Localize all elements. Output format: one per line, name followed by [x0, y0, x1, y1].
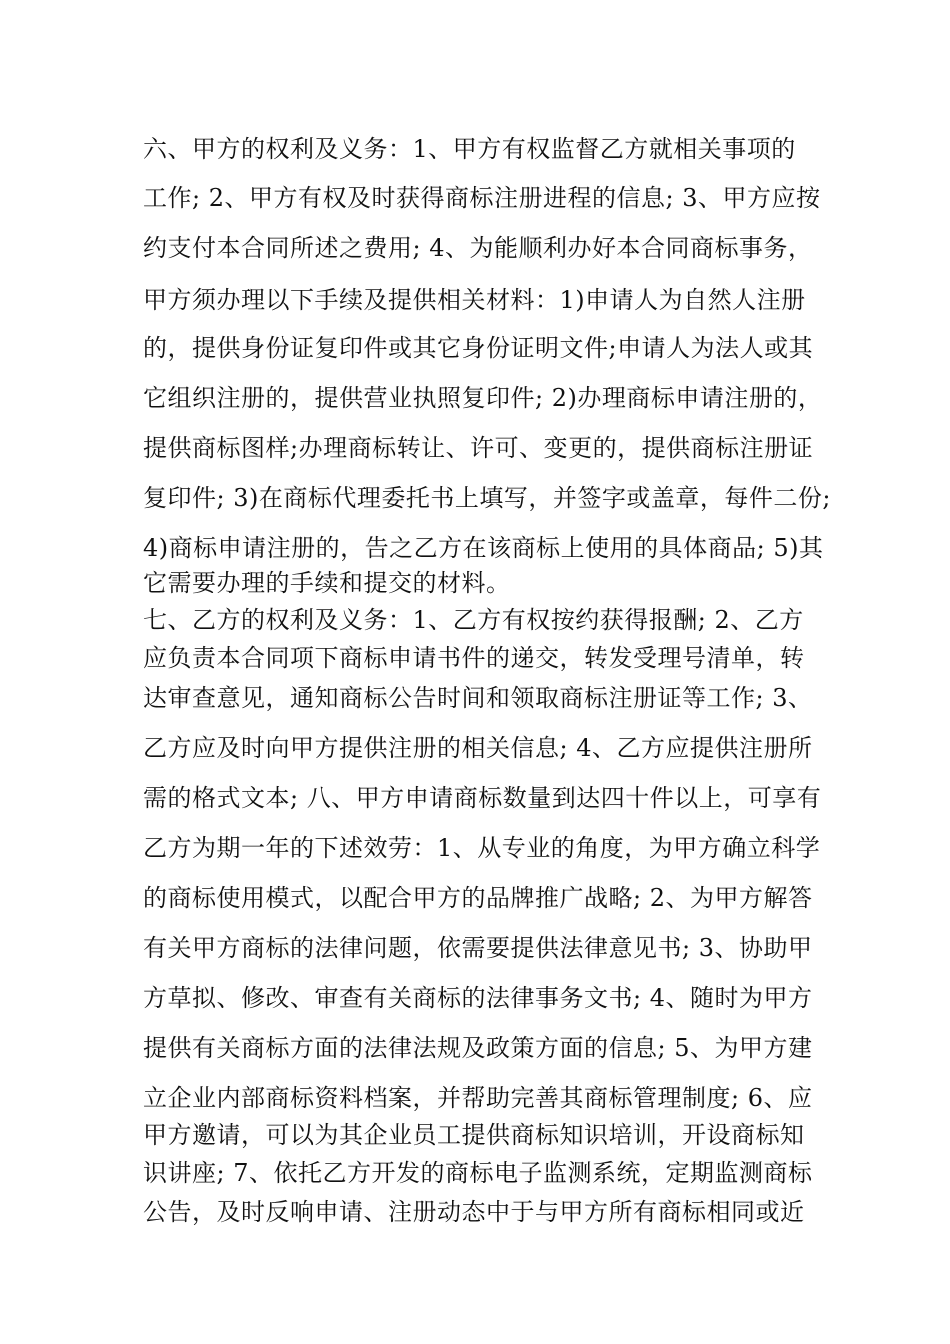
text-line: 需的格式文本; 八、甲方申请商标数量到达四十件以上，可享有 — [143, 784, 822, 812]
text-line: 有关甲方商标的法律问题，依需要提供法律意见书; 3、协助甲 — [143, 934, 813, 962]
text-line: 提供商标图样;办理商标转让、许可、变更的，提供商标注册证 — [143, 434, 814, 462]
text-line: 甲方邀请，可以为其企业员工提供商标知识培训，开设商标知 — [143, 1121, 805, 1149]
text-line: 4)商标申请注册的，告之乙方在该商标上使用的具体商品; 5)其 — [143, 534, 824, 562]
text-line: 甲方须办理以下手续及提供相关材料：1)申请人为自然人注册 — [143, 286, 806, 314]
text-line: 达审查意见，通知商标公告时间和领取商标注册证等工作; 3、 — [143, 684, 813, 712]
text-line: 方草拟、修改、审查有关商标的法律事务文书; 4、随时为甲方 — [143, 984, 813, 1012]
text-line: 工作; 2、甲方有权及时获得商标注册进程的信息; 3、甲方应按 — [143, 184, 821, 212]
text-line: 提供有关商标方面的法律法规及政策方面的信息; 5、为甲方建 — [143, 1034, 813, 1062]
text-line: 它组织注册的，提供营业执照复印件; 2)办理商标申请注册的， — [143, 384, 823, 412]
text-line: 复印件; 3)在商标代理委托书上填写，并签字或盖章，每件二份; — [143, 484, 831, 512]
text-line: 它需要办理的手续和提交的材料。 — [143, 569, 511, 597]
text-line: 应负责本合同项下商标申请书件的递交，转发受理号清单，转 — [143, 644, 805, 672]
text-line: 七、乙方的权利及义务：1、乙方有权按约获得报酬; 2、乙方 — [143, 606, 804, 634]
text-line: 乙方为期一年的下述效劳：1、从专业的角度，为甲方确立科学 — [143, 834, 821, 862]
text-line: 识讲座; 7、依托乙方开发的商标电子监测系统，定期监测商标 — [143, 1159, 813, 1187]
text-line: 乙方应及时向甲方提供注册的相关信息; 4、乙方应提供注册所 — [143, 734, 813, 762]
text-line: 的商标使用模式，以配合甲方的品牌推广战略; 2、为甲方解答 — [143, 884, 813, 912]
text-line: 立企业内部商标资料档案，并帮助完善其商标管理制度; 6、应 — [143, 1084, 813, 1112]
text-line: 的，提供身份证复印件或其它身份证明文件;申请人为法人或其 — [143, 334, 814, 362]
text-line: 公告，及时反响申请、注册动态中于与甲方所有商标相同或近 — [143, 1198, 805, 1226]
text-line: 六、甲方的权利及义务：1、甲方有权监督乙方就相关事项的 — [143, 135, 796, 163]
text-line: 约支付本合同所述之费用; 4、为能顺利办好本合同商标事务， — [143, 234, 813, 262]
